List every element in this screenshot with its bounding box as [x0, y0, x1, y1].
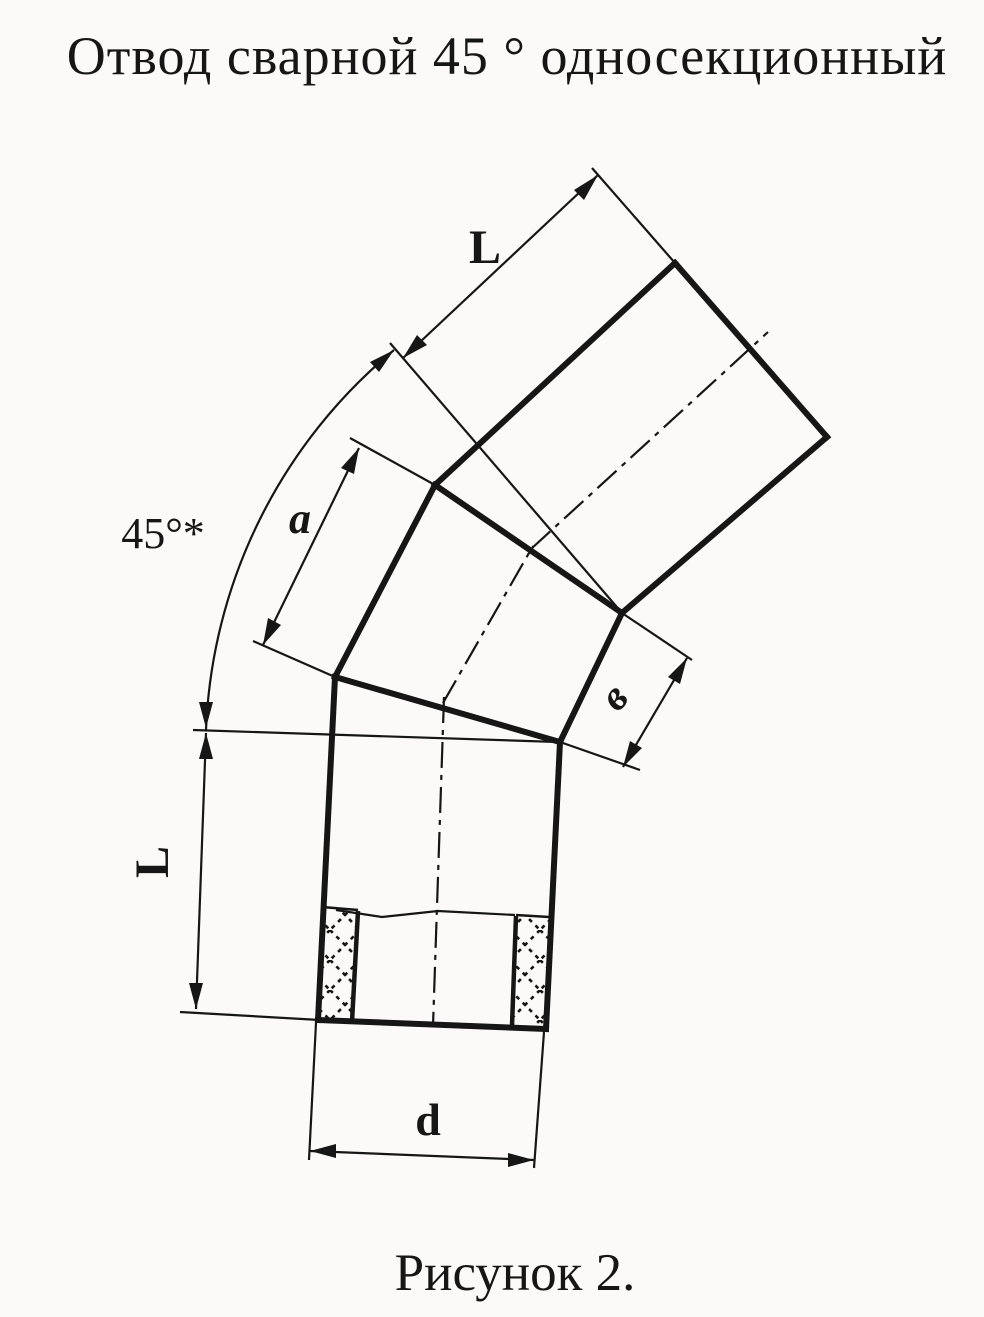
pipe-outline	[318, 263, 827, 1029]
label-middle-length: a	[289, 494, 311, 543]
label-bottom-length: L	[126, 845, 179, 879]
label-top-length: L	[468, 221, 502, 274]
figure-caption: Рисунок 2.	[394, 1244, 636, 1302]
dimension-end-width	[560, 613, 692, 770]
arrowhead	[310, 1144, 336, 1158]
extension-line-upper-joint	[390, 343, 622, 613]
label-diameter: d	[415, 1094, 441, 1145]
pipe-top-open-end	[675, 263, 827, 437]
pipe-top-right-wall	[622, 437, 827, 613]
arrowhead	[574, 175, 598, 200]
weld-joint-lower	[335, 677, 560, 742]
centerline-middle-section	[443, 546, 533, 703]
extension-line-bottom-level	[180, 1012, 320, 1020]
dimension-line-bottom-length	[196, 733, 206, 1009]
arrowhead	[199, 733, 213, 759]
dimension-line-d	[310, 1151, 534, 1160]
dimension-diameter	[309, 1023, 544, 1168]
arrowhead	[668, 658, 687, 684]
extension-line-joint-level	[193, 730, 558, 742]
label-end-width: в	[590, 674, 638, 720]
extension-line-open-end	[592, 168, 675, 263]
pipe-middle-left-wall	[335, 485, 435, 677]
dimension-line-a	[263, 448, 359, 645]
dimension-angle	[121, 350, 394, 730]
pipe-top-left-wall	[435, 263, 675, 485]
section-break-line	[336, 910, 515, 917]
arrowhead	[189, 983, 203, 1009]
extension-line-a-bottom	[253, 641, 335, 677]
arrowhead	[508, 1153, 534, 1167]
arrowhead	[623, 741, 642, 767]
label-angle: 45°*	[121, 509, 205, 558]
section-hatching	[318, 907, 549, 1028]
extension-line-d-right	[534, 1032, 544, 1168]
extension-line-d-left	[309, 1023, 316, 1160]
arrowhead	[199, 702, 213, 728]
pipe-middle-right-wall	[560, 613, 622, 742]
centerline-bottom-section	[433, 697, 444, 1026]
dimension-middle-length	[253, 438, 435, 677]
extension-line-a-top	[350, 438, 435, 485]
arrowhead	[263, 618, 281, 645]
extension-line-b-top	[622, 613, 692, 660]
arrowhead	[341, 448, 359, 474]
drawing-title: Отвод сварной 45 ° односекционный	[66, 26, 948, 86]
pipe-bottom-right-wall	[546, 742, 560, 1029]
